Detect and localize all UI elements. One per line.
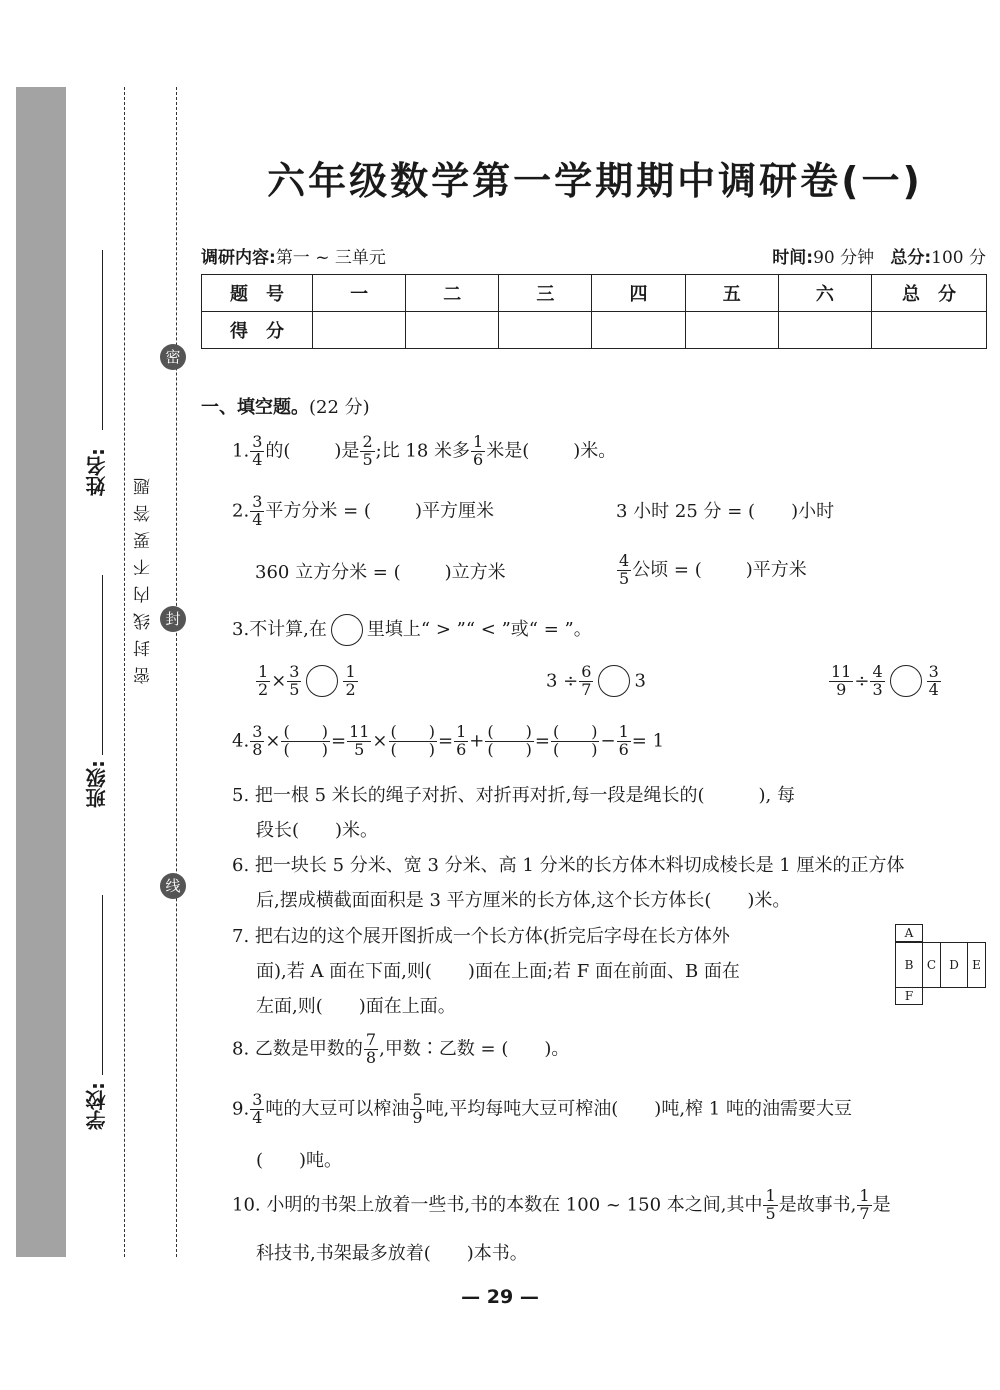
q-text: 是 (872, 1194, 891, 1216)
q3-expr-2: 3 ÷ $\frac{6}{7}$ 3 (546, 662, 646, 699)
net-face-d: D (940, 942, 968, 988)
section-title: 一、填空题。 (201, 397, 309, 418)
q-text: 吨,平均每吨大豆可榨油( )吨,榨 1 吨的油需要大豆 (425, 1098, 852, 1120)
header-cell: 六 (778, 275, 871, 312)
content-scope (201, 243, 386, 268)
header-cell: 四 (592, 275, 685, 312)
seal-mark-mid: 封 (160, 606, 186, 632)
blank-fraction[interactable]: ( ) ( ) (552, 722, 598, 759)
question-9 (232, 1092, 852, 1127)
fraction: $\frac{1}{7}$ (859, 1186, 870, 1223)
net-face-f: F (895, 987, 923, 1005)
score-cell[interactable] (778, 312, 871, 349)
net-face-b: B (895, 942, 923, 988)
row-label: 得 分 (202, 312, 313, 349)
q3-expr-1: $\frac{1}{2}$ × $\frac{3}{5}$ $\frac{1}{2}$ (258, 662, 356, 699)
net-face-e: E (967, 942, 986, 988)
question-2a (232, 494, 494, 529)
blank-fraction[interactable]: ( ) ( ) (283, 722, 328, 759)
q-text: 10. 小明的书架上放着一些书,书的本数在 100 ~ 150 本之间,其中 (232, 1194, 763, 1216)
fraction: $\frac{2}{5}$ (362, 432, 373, 469)
section-points: (22 分) (309, 397, 370, 418)
header-cell: 题 号 (202, 275, 313, 312)
score-header-row (202, 275, 987, 312)
seal-mark-top: 密 (160, 344, 186, 370)
question-3 (232, 614, 592, 646)
fraction: $\frac{11}{5}$ (349, 722, 370, 759)
question-6-line1: 6. 把一块长 5 分米、宽 3 分米、高 1 分米的长方体木料切成棱长是 1 厘米的正方体 (232, 855, 905, 876)
fraction: $\frac{3}{4}$ (928, 662, 939, 699)
q-number: 4. (232, 730, 250, 752)
q-text: 360 立方分米 = ( (255, 562, 401, 583)
binding-strip (16, 87, 66, 1257)
q-number: 9. (232, 1098, 250, 1120)
q-text: )立方米 (444, 562, 506, 583)
class-label: 班级: (85, 760, 109, 808)
question-2d (616, 553, 807, 588)
score-cell[interactable] (872, 312, 987, 349)
fraction: $\frac{1}{6}$ (473, 432, 484, 469)
score-entry-row (202, 312, 987, 349)
time-and-total (772, 243, 986, 268)
q-text: 8. 乙数是甲数的 (232, 1038, 363, 1060)
compare-circle[interactable] (598, 665, 630, 697)
q-text: )米。 (573, 440, 617, 462)
compare-circle[interactable] (306, 665, 338, 697)
fraction: $\frac{11}{9}$ (831, 662, 852, 699)
fraction: $\frac{3}{4}$ (252, 1090, 263, 1127)
class-underline (102, 575, 103, 755)
total-label: 总分: (890, 248, 932, 268)
compare-circle[interactable] (890, 665, 922, 697)
q-text: 吨的大豆可以榨油 (265, 1098, 410, 1120)
fraction: $\frac{3}{4}$ (252, 432, 263, 469)
fraction: $\frac{3}{5}$ (289, 662, 300, 699)
page-title: 六年级数学第一学期期中调研卷(一) (267, 159, 923, 203)
score-cell[interactable] (313, 312, 406, 349)
q-text: ,甲数∶乙数 = ( )。 (379, 1038, 570, 1060)
q-text: 是故事书, (778, 1194, 857, 1216)
fraction: $\frac{1}{5}$ (765, 1186, 776, 1223)
q-number: 3. (232, 619, 250, 640)
q-text: ;比 18 米多 (375, 440, 471, 462)
question-8 (232, 1032, 569, 1067)
fraction: $\frac{4}{3}$ (872, 662, 883, 699)
question-7-line2: 面),若 A 面在下面,则( )面在上面;若 F 面在前面、B 面在 (256, 961, 740, 982)
fraction: $\frac{5}{9}$ (412, 1090, 423, 1127)
name-label: 姓名: (85, 448, 109, 496)
fraction: $\frac{1}{2}$ (258, 662, 269, 699)
blank-fraction[interactable]: ( ) ( ) (487, 722, 532, 759)
q-text: 3 小时 25 分 = ( (616, 501, 756, 522)
q3-expr-3: $\frac{11}{9}$ ÷ $\frac{4}{3}$ $\frac{3}{4}$ (831, 662, 939, 699)
fraction: $\frac{1}{6}$ (456, 722, 467, 759)
question-7-line1: 7. 把右边的这个展开图折成一个长方体(折完后字母在长方体外 (232, 926, 730, 947)
content-value: 第一 ~ 三单元 (275, 248, 386, 268)
question-7-line3: 左面,则( )面在上面。 (256, 996, 456, 1017)
fold-line-inner (176, 87, 177, 1257)
total-value: 100 分 (931, 248, 986, 268)
header-cell: 五 (685, 275, 778, 312)
q-text: )小时 (791, 501, 835, 522)
question-10-line2: 科技书,书架最多放着( )本书。 (256, 1243, 528, 1264)
school-underline (102, 895, 103, 1075)
question-9-line2: ( )吨。 (256, 1150, 343, 1171)
q-text: 里填上“ > ”“ < ”或“ = ”。 (366, 619, 592, 640)
question-6-line2: 后,摆成横截面面积是 3 平方厘米的长方体,这个长方体长( )米。 (256, 890, 791, 911)
fraction: $\frac{7}{8}$ (365, 1030, 377, 1067)
blank-fraction[interactable]: ( ) ( ) (390, 722, 436, 759)
page-number: — 29 — (461, 1286, 539, 1308)
q-text: 米是( (486, 440, 530, 462)
net-face-c: C (922, 942, 941, 988)
q-text: 平方分米 = ( (265, 500, 371, 522)
q-text: 的( (265, 440, 291, 462)
fold-line-outer (124, 87, 125, 1257)
school-label: 学校: (85, 1082, 109, 1130)
fraction: $\frac{1}{6}$ (618, 722, 629, 759)
q-text: )平方米 (745, 559, 807, 581)
header-cell: 一 (313, 275, 406, 312)
net-face-a: A (895, 924, 923, 942)
question-10 (232, 1188, 891, 1223)
score-cell[interactable] (592, 312, 685, 349)
score-cell[interactable] (499, 312, 592, 349)
q-text: )平方厘米 (414, 500, 494, 522)
fraction: $\frac{1}{2}$ (345, 662, 356, 699)
section-heading (201, 393, 370, 419)
score-table (201, 274, 987, 349)
seal-notice: 密封线内不要答题 (134, 468, 154, 684)
header-cell: 三 (499, 275, 592, 312)
q-text: 公顷 = ( (632, 559, 702, 581)
fraction: $\frac{4}{5}$ (619, 551, 630, 588)
score-cell[interactable] (685, 312, 778, 349)
fraction: $\frac{6}{7}$ (581, 662, 592, 699)
question-1 (232, 434, 616, 469)
fraction: $\frac{3}{4}$ (252, 492, 263, 529)
content-label: 调研内容: (201, 248, 276, 268)
question-2c (255, 564, 506, 582)
fraction: $\frac{3}{8}$ (252, 722, 263, 759)
compare-circle (331, 614, 363, 646)
question-4: 4. $\frac{3}{8}$ × ( ) ( ) = $\frac{11}{5}$ × ( ) ( ) = $\frac{1}{6}$ + ( ) ( ) = ( ) ( ) − $\frac{1}{6}$ = 1 (232, 722, 665, 759)
score-cell[interactable] (406, 312, 499, 349)
q-text: 不计算,在 (249, 619, 327, 640)
header-cell: 总 分 (872, 275, 987, 312)
q-text: )是 (334, 440, 360, 462)
question-5-line2: 段长( )米。 (256, 820, 379, 841)
seal-mark-bottom: 线 (160, 873, 186, 899)
question-2b (616, 503, 834, 521)
q-number: 2. (232, 500, 250, 522)
time-value: 90 分钟 (813, 248, 875, 268)
question-5-line1: 5. 把一根 5 米长的绳子对折、对折再对折,每一段是绳长的( ), 每 (232, 785, 795, 806)
q-number: 1. (232, 440, 250, 462)
time-label: 时间: (772, 248, 814, 268)
name-underline (102, 250, 103, 430)
header-cell: 二 (406, 275, 499, 312)
